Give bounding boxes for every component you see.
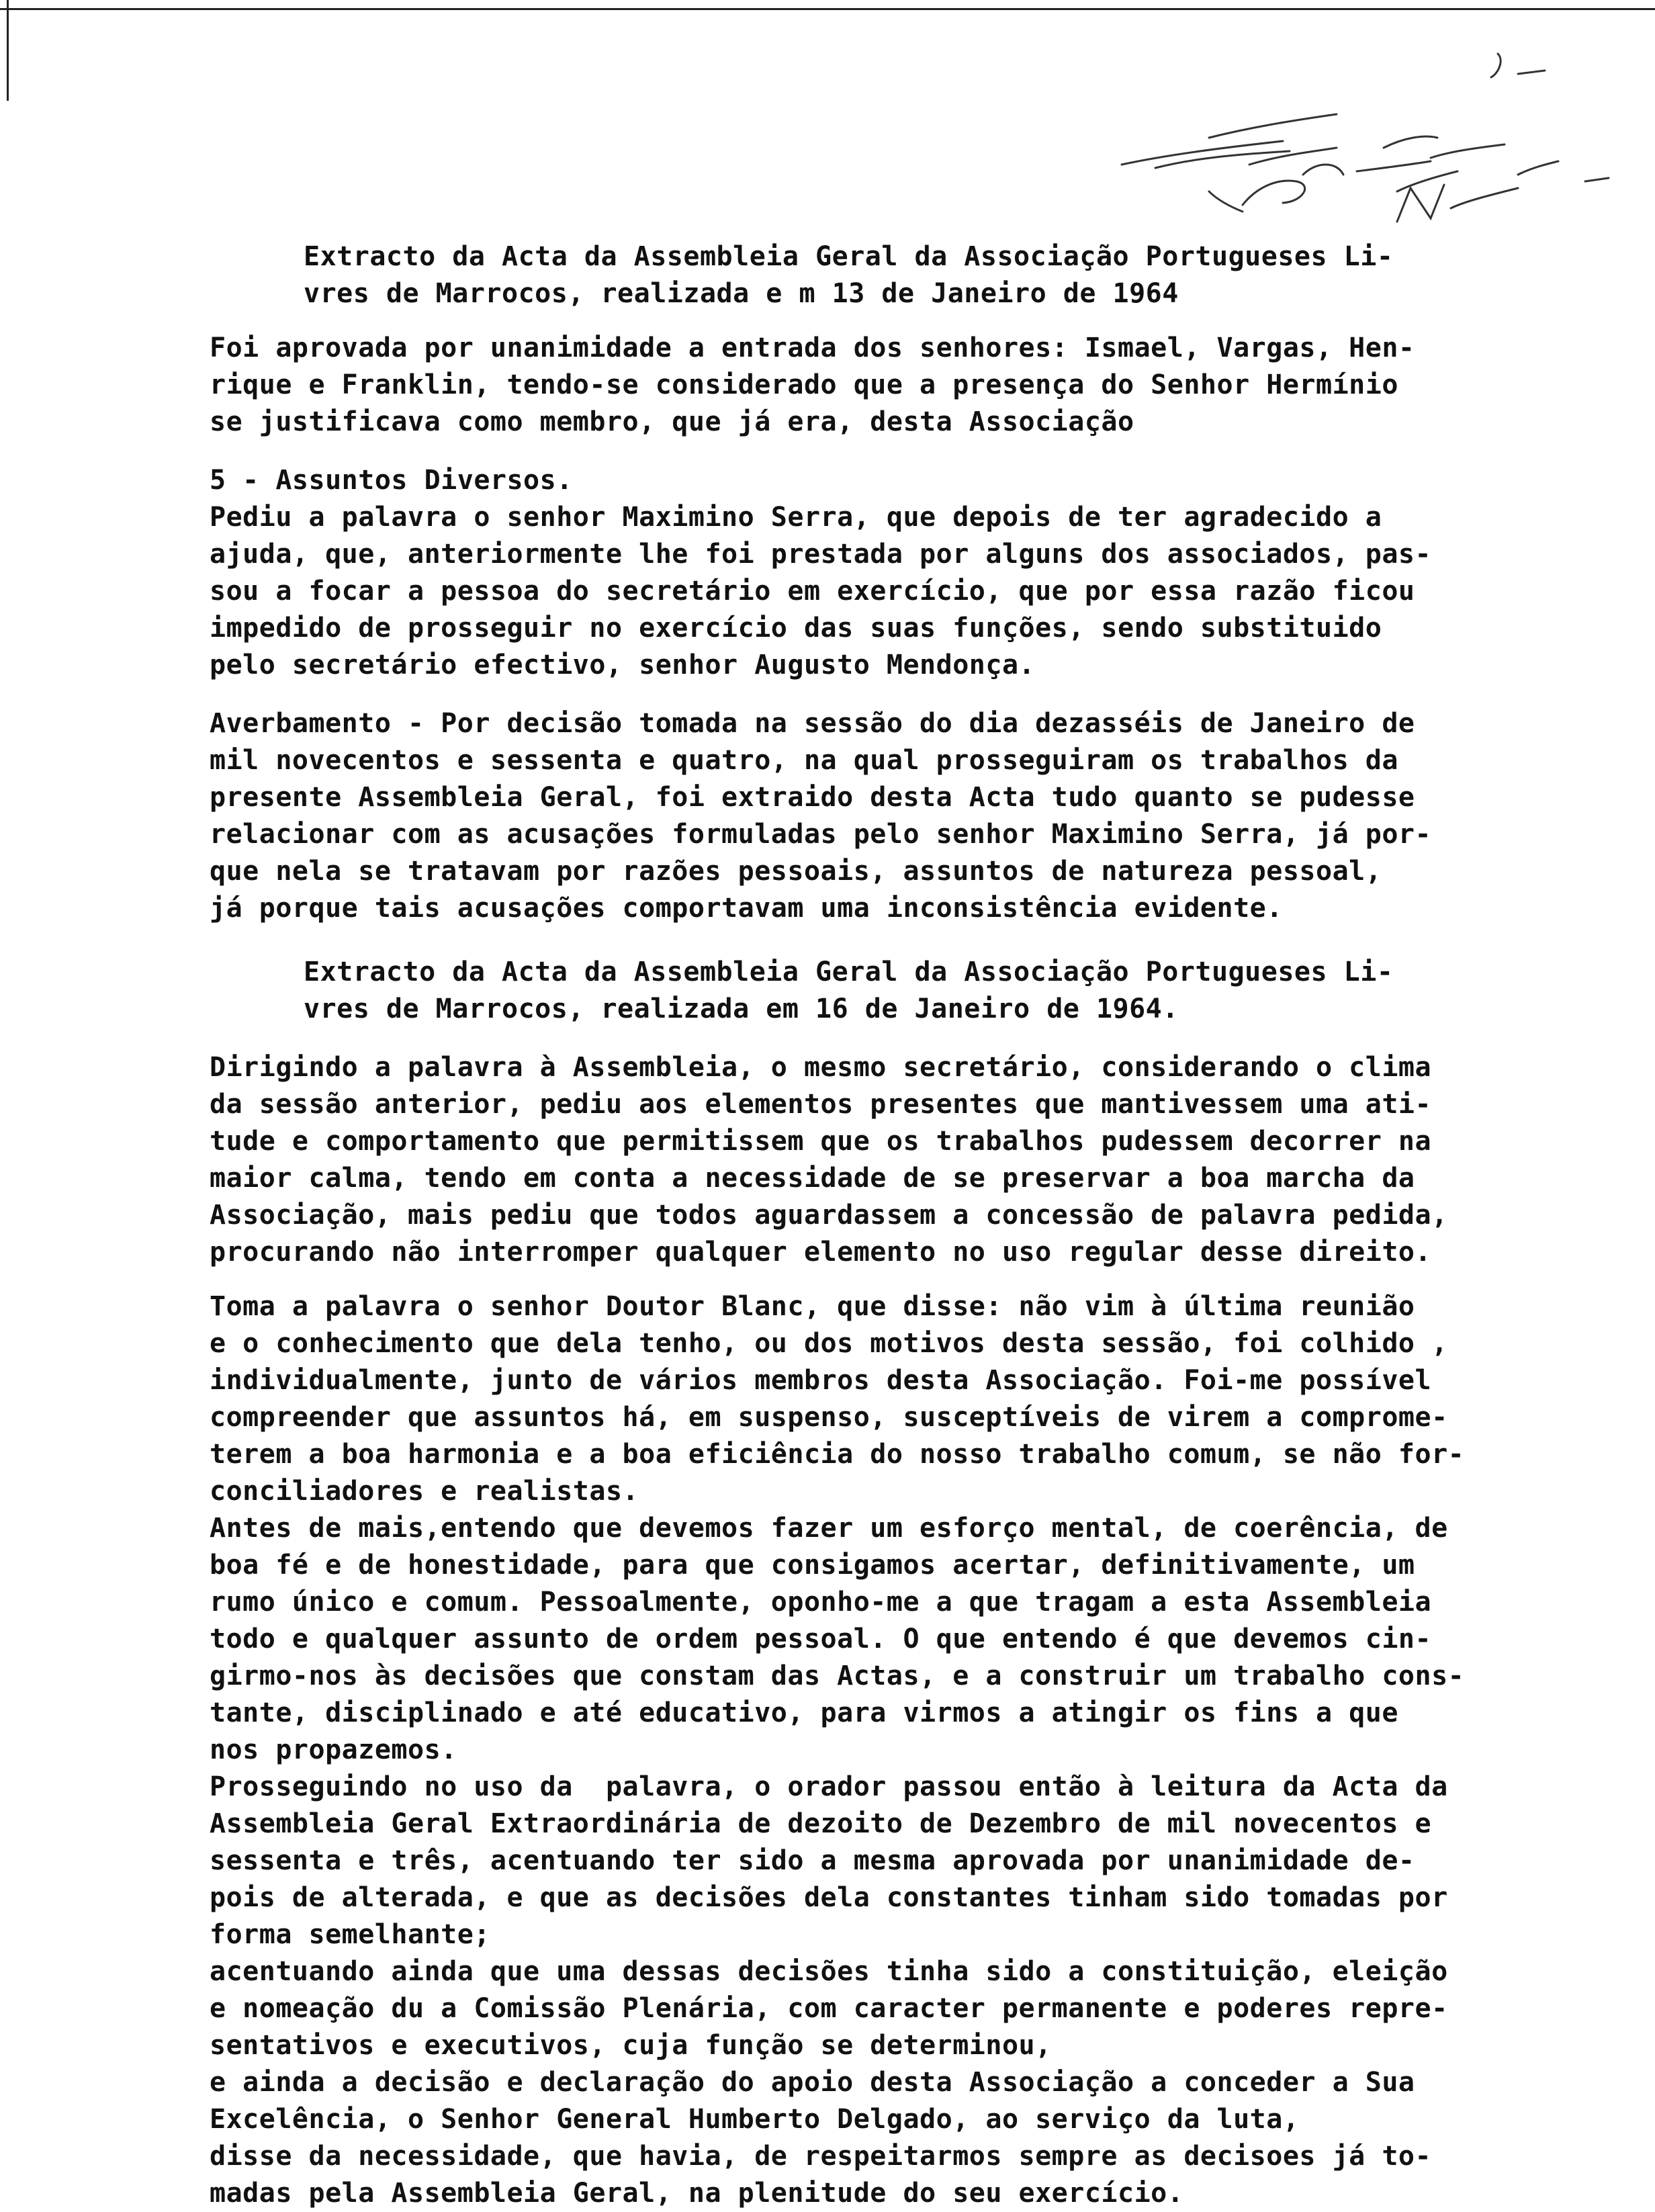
paragraph-doutor-blanc: Toma a palavra o senhor Doutor Blanc, que disse: não vim à última reunião e o conhecimento que dela tenho, ou dos motivos desta sessão, foi colhido , individualmente, junto de vários membros desta Associação. Foi-me possível compreender que assuntos há, em suspenso, susceptíveis de virem a comprome- terem a boa harmonia e a boa eficiência do nosso trabalho comum, se não for- conciliadores e realistas. Antes de mais,entendo que devemos fazer um esforço mental, de coerência, de boa fé e de honestidade, para que consigamos acertar, definitivamente, um rumo único e comum. Pessoalmente, oponho-me a que tragam a esta Assembleia todo e qualquer assunto de ordem pessoal. O que entendo é que devemos cin- girmo-nos às decisões que constam das Actas, e a construir um trabalho cons- tante, disciplinado e até educativo, para virmos a atingir os fins a que nos propazemos. Prosseguindo no uso da palavra, o orador passou então à leitura da Acta da Assembleia Geral Extraordinária de dezoito de Dezembro de mil novecentos e sessenta e três, acentuando ter sido a mesma aprovada por unanimidade de- pois de alterada, e que as decisões dela constantes tinham sido tomadas por forma semelhante; acentuando ainda que uma dessas decisões tinha sido a constituição, eleição e nomeação du a Comissão Plenária, com caracter permanente e poderes repre- sentativos e executivos, cuja função se determinou, e ainda a decisão e declaração do apoio desta Associação a conceder a Sua Excelência, o Senhor General Humberto Delgado, ao serviço da luta, disse da necessidade, que havia, de respeitarmos sempre as decisoes já to- madas pela Assembleia Geral, na plenitude do seu exercício. [210,1291,1465,2209]
document-body [210,238,1553,2212]
extract-title-1: Extracto da Acta da Assembleia Geral da Associação Portugueses Li- vres de Marrocos, realizada e m 13 de Janeiro de 1964 [304,241,1394,309]
handwritten-annotation [1115,27,1625,249]
page-left-edge [7,0,9,101]
paragraph-assuntos-diversos: 5 - Assuntos Diversos. Pediu a palavra o senhor Maximino Serra, que depois de ter agradecido a ajuda, que, anteriormente lhe foi prestada por alguns dos associados, pas- sou a focar a pessoa do secretário em exercício, que por essa razão ficou impedido de prosseguir no exercício das suas funções, sendo substituido pelo secretário efectivo, senhor Augusto Mendonça. [210,465,1432,680]
paragraph-admission: Foi aprovada por unanimidade a entrada dos senhores: Ismael, Vargas, Hen- rique e Franklin, tendo-se considerado que a presença do Senhor Hermínio se justificava como membro, que já era, desta Associação [210,333,1415,437]
page-top-edge [0,8,1655,10]
extract-title-2: Extracto da Acta da Assembleia Geral da Associação Portugueses Li- vres de Marrocos, realizada em 16 de Janeiro de 1964. [304,957,1394,1024]
paragraph-averbamento: Averbamento - Por decisão tomada na sessão do dia dezasséis de Janeiro de mil novecentos e sessenta e quatro, na qual prosseguiram os trabalhos da presente Assembleia Geral, foi extraido desta Acta tudo quanto se pudesse relacionar com as acusações formuladas pelo senhor Maximino Serra, já por- que nela se tratavam por razões pessoais, assuntos de natureza pessoal, já porque tais acusações comportavam uma inconsistência evidente. [210,708,1432,924]
paragraph-secretary-appeal: Dirigindo a palavra à Assembleia, o mesmo secretário, considerando o clima da sessão anterior, pediu aos elementos presentes que mantivessem uma ati- tude e comportamento que permitissem que os trabalhos pudessem decorrer na maior calma, tendo em conta a necessidade de se preservar a boa marcha da Associação, mais pediu que todos aguardassem a concessão de palavra pedida, procurando não interromper qualquer elemento no uso regular desse direito. [210,1052,1448,1268]
